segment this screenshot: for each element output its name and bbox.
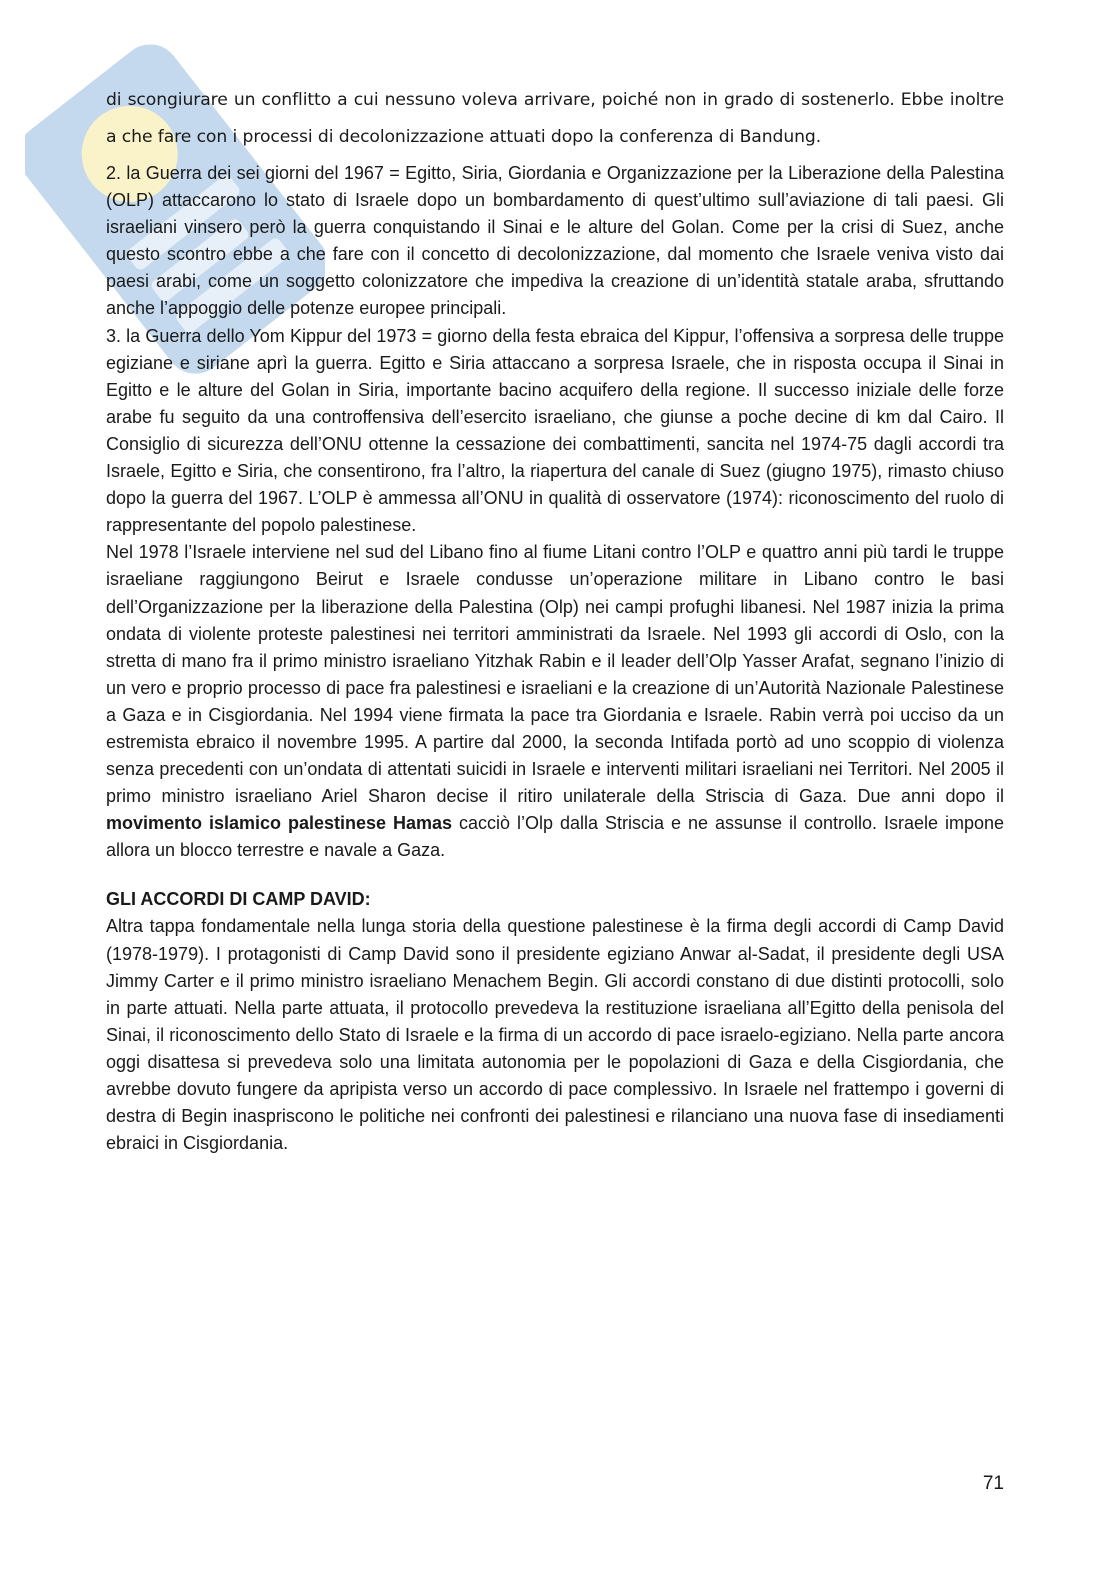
section-heading: GLI ACCORDI DI CAMP DAVID: — [106, 889, 371, 910]
history-text-before: Nel 1978 l’Israele interviene nel sud del Libano fino al fiume Litani contro l’OLP e quattro anni più tardi le truppe israeliane raggiungono Beirut e Israele condusse un’operazione militare in Libano contro le basi dell’Organizzazione per la liberazione della Palestina (Olp) nei campi profughi libanesi. Nel 1987 inizia la prima ondata di violente proteste palestinesi nei territori amministrati da Israele. Nel 1993 gli accordi di Oslo, con la stretta di mano fra il primo ministro israeliano Yitzhak Rabin e il leader dell’Olp Yasser Arafat, segnano l’inizio di un vero e proprio processo di pace fra palestinesi e israeliani e la creazione di un’Autorità Nazionale Palestinese a Gaza e in Cisgiordania. Nel 1994 viene firmata la pace tra Giordania e Israele. Rabin verrà poi ucciso da un estremista ebraico il novembre 1995. A partire dal 2000, la seconda Intifada portò ad uno scoppio di violenza senza precedenti con un’ondata di attentati suicidi in Israele e interventi militari israeliani nei Territori. Nel 2005 il primo ministro israeliano Ariel Sharon decise il ritiro unilaterale della Striscia di Gaza. Due anni dopo il — [106, 542, 1004, 807]
point-3-paragraph: 3. la Guerra dello Yom Kippur del 1973 = giorno della festa ebraica del Kippur, l’offensiva a sorpresa delle truppe egiziane e siriane aprì la guerra. Egitto e Siria attaccano a sorpresa Israele, che in risposta occupa il Sinai in Egitto e le alture del Golan in Siria, importante bacino acquifero della regione. Il successo iniziale delle forze arabe fu seguito da una controffensiva dell’esercito israeliano, che giunse a poche decine di km dal Cairo. Il Consiglio di sicurezza dell’ONU ottenne la cessazione dei combattimenti, sancita nel 1974-75 dagli accordi tra Israele, Egitto e Siria, che consentirono, fra l’altro, la riapertura del canale di Suez (giugno 1975), rimasto chiuso dopo la guerra del 1967. L’OLP è ammessa all’ONU in qualità di osservatore (1974): riconoscimento del ruolo di rappresentante del popolo palestinese. — [106, 325, 1004, 536]
history-bold-text: movimento islamico palestinese Hamas — [106, 813, 453, 834]
document-body — [106, 82, 1004, 1157]
page-number: 71 — [982, 1473, 1004, 1494]
camp-david-paragraph: Altra tappa fondamentale nella lunga storia della questione palestinese è la firma degli accordi di Camp David (1978-1979). I protagonisti di Camp David sono il presidente egiziano Anwar al-Sadat, il presidente degli USA Jimmy Carter e il primo ministro israeliano Menachem Begin. Gli accordi constano di due distinti protocolli, solo in parte attuati. Nella parte attuata, il protocollo prevedeva la restituzione israeliana all’Egitto della penisola del Sinai, il riconoscimento dello Stato di Israele e la firma di un accordo di pace israelo-egiziano. Nella parte ancora oggi disattesa si prevedeva solo una limitata autonomia per le popolazioni di Gaza e della Cisgiordania, che avrebbe dovuto fungere da apripista verso un accordo di pace complessivo. In Israele nel frattempo i governi di destra di Begin inaspriscono le politiche nei confronti dei palestinesi e rilanciano una nuova fase di insediamenti ebraici in Cisgiordania. — [106, 916, 1004, 1154]
history-paragraph — [106, 539, 1004, 864]
lead-paragraph: di scongiurare un conflitto a cui nessuno voleva arrivare, poiché non in grado di sostenerlo. Ebbe inoltre a che fare con i processi di decolonizzazione attuati dopo la conferenza di Bandung. — [106, 90, 1004, 147]
point-2-paragraph: 2. la Guerra dei sei giorni del 1967 = Egitto, Siria, Giordania e Organizzazione per la Liberazione della Palestina (OLP) attaccarono lo stato di Israele dopo un bombardamento di quest’ultimo sull’aviazione di tali paesi. Gli israeliani vinsero però la guerra conquistando il Sinai e le alture del Golan. Come per la crisi di Suez, anche questo scontro ebbe a che fare con il concetto di decolonizzazione, dal momento che Israele veniva visto dai paesi arabi, come un soggetto colonizzatore che impediva la creazione di un’identità statale araba, sfruttando anche l’appoggio delle potenze europee principali. — [106, 163, 1004, 319]
history-text-after: cacciò l’Olp dalla Striscia e ne assunse il controllo. Israele impone allora un blocco terrestre e navale a Gaza. — [106, 813, 1004, 861]
